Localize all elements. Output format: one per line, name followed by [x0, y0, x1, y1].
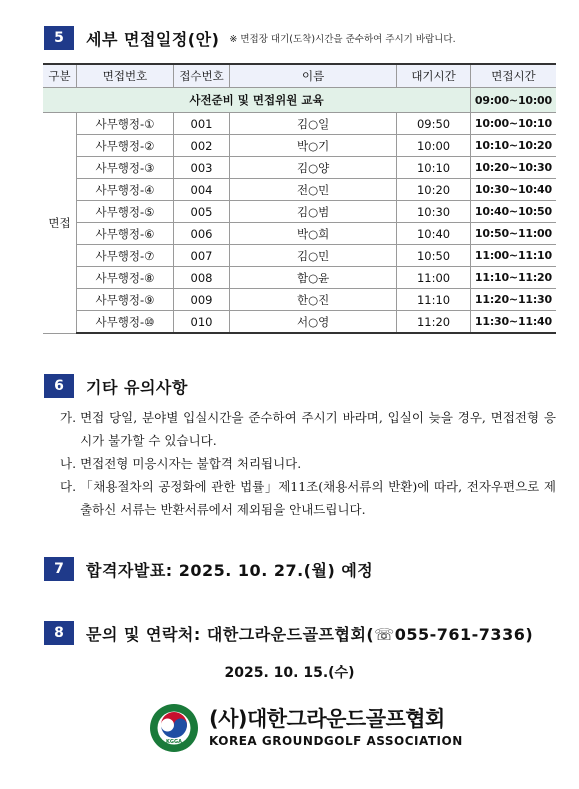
interview-time-cell: 10:30~10:40 [470, 179, 556, 201]
prep-label: 사전준비 및 면접위원 교육 [43, 88, 470, 113]
table-row [43, 245, 556, 267]
table-header-row [43, 64, 556, 88]
note-item [60, 452, 556, 475]
name-cell: 김○민 [230, 245, 397, 267]
wait-time-cell: 10:00 [397, 135, 471, 157]
table-row [43, 135, 556, 157]
position-cell: 사무행정-⑧ [76, 267, 173, 289]
table-row [43, 201, 556, 223]
position-cell: 사무행정-⑦ [76, 245, 173, 267]
wait-time-cell: 10:40 [397, 223, 471, 245]
section-number-badge: 5 [44, 26, 74, 50]
interview-time-cell: 10:40~10:50 [470, 201, 556, 223]
interview-time-cell: 11:00~11:10 [470, 245, 556, 267]
name-cell: 김○양 [230, 157, 397, 179]
interview-time-cell: 10:00~10:10 [470, 113, 556, 135]
note-text: 「채용절차의 공정화에 관한 법률」제11조(채용서류의 반환)에 따라, 전자우편으로 제출하신 서류는 반환서류에서 제외됨을 안내드립니다. [80, 479, 556, 517]
registration-number-cell: 009 [174, 289, 230, 311]
section-5-heading [44, 26, 456, 50]
interview-time-cell: 10:20~10:30 [470, 157, 556, 179]
registration-number-cell: 004 [174, 179, 230, 201]
position-cell: 사무행정-⑨ [76, 289, 173, 311]
header-cell: 면접번호 [76, 64, 173, 88]
organization-logo [149, 703, 463, 753]
wait-time-cell: 11:10 [397, 289, 471, 311]
wait-time-cell: 10:10 [397, 157, 471, 179]
registration-number-cell: 008 [174, 267, 230, 289]
section-title: 세부 면접일정(안) [86, 29, 220, 49]
position-cell: 사무행정-③ [76, 157, 173, 179]
registration-number-cell: 006 [174, 223, 230, 245]
wait-time-cell: 11:00 [397, 267, 471, 289]
wait-time-cell: 11:20 [397, 311, 471, 334]
position-cell: 사무행정-⑥ [76, 223, 173, 245]
position-cell: 사무행정-② [76, 135, 173, 157]
note-item [60, 475, 556, 521]
table-row [43, 179, 556, 201]
interview-time-cell: 11:30~11:40 [470, 311, 556, 334]
note-marker: 다. [60, 479, 77, 494]
emblem-text: KGGA [166, 739, 182, 745]
section-number-badge: 7 [44, 557, 74, 581]
table-row [43, 311, 556, 334]
note-text: 면접전형 미응시자는 불합격 처리됩니다. [80, 456, 302, 471]
notes-list [60, 406, 556, 521]
org-name-english: KOREA GROUNDGOLF ASSOCIATION [209, 734, 463, 748]
wait-time-cell: 10:30 [397, 201, 471, 223]
header-cell: 접수번호 [174, 64, 230, 88]
name-cell: 김○일 [230, 113, 397, 135]
section-number-badge: 6 [44, 374, 74, 398]
section-title: 기타 유의사항 [86, 377, 188, 397]
name-cell: 전○민 [230, 179, 397, 201]
section-title: 문의 및 연락처: 대한그라운드골프협회(☏055-761-7336) [86, 624, 534, 644]
header-cell: 이름 [230, 64, 397, 88]
org-name-korean: (사)대한그라운드골프협회 [209, 707, 445, 731]
table-row [43, 289, 556, 311]
header-cell: 대기시간 [397, 64, 471, 88]
name-cell: 김○범 [230, 201, 397, 223]
section-7-heading [44, 557, 373, 581]
wait-time-cell: 10:20 [397, 179, 471, 201]
name-cell: 서○영 [230, 311, 397, 334]
name-cell: 한○진 [230, 289, 397, 311]
interview-time-cell: 11:10~11:20 [470, 267, 556, 289]
name-cell: 박○기 [230, 135, 397, 157]
section-note: ※ 면접장 대기(도착)시간을 준수하여 주시기 바랍니다. [229, 34, 456, 45]
table-row [43, 157, 556, 179]
position-cell: 사무행정-⑩ [76, 311, 173, 334]
interview-time-cell: 10:50~11:00 [470, 223, 556, 245]
group-cell: 면접 [43, 113, 76, 334]
interview-time-cell: 11:20~11:30 [470, 289, 556, 311]
registration-number-cell: 002 [174, 135, 230, 157]
header-cell: 구분 [43, 64, 76, 88]
table-row [43, 113, 556, 135]
wait-time-cell: 09:50 [397, 113, 471, 135]
section-6-heading [44, 374, 188, 398]
section-title: 합격자발표: 2025. 10. 27.(월) 예정 [86, 560, 374, 580]
association-emblem-icon [149, 703, 199, 753]
registration-number-cell: 003 [174, 157, 230, 179]
registration-number-cell: 001 [174, 113, 230, 135]
document-date: 2025. 10. 15.(수) [224, 665, 355, 681]
name-cell: 박○희 [230, 223, 397, 245]
registration-number-cell: 005 [174, 201, 230, 223]
position-cell: 사무행정-④ [76, 179, 173, 201]
interview-schedule-table [43, 63, 556, 334]
interview-time-cell: 10:10~10:20 [470, 135, 556, 157]
table-row [43, 267, 556, 289]
header-cell: 면접시간 [470, 64, 556, 88]
wait-time-cell: 10:50 [397, 245, 471, 267]
note-item [60, 406, 556, 452]
position-cell: 사무행정-① [76, 113, 173, 135]
name-cell: 함○윤 [230, 267, 397, 289]
registration-number-cell: 007 [174, 245, 230, 267]
registration-number-cell: 010 [174, 311, 230, 334]
note-marker: 가. [60, 410, 77, 425]
position-cell: 사무행정-⑤ [76, 201, 173, 223]
table-row [43, 223, 556, 245]
note-marker: 나. [60, 456, 77, 471]
section-number-badge: 8 [44, 621, 74, 645]
prep-time: 09:00~10:00 [470, 88, 556, 113]
prep-row [43, 88, 556, 113]
section-8-heading [44, 621, 533, 645]
note-text: 면접 당일, 분야별 입실시간을 준수하여 주시기 바라며, 입실이 늦을 경우, 면접전형 응시가 불가할 수 있습니다. [80, 410, 556, 448]
logo-text [209, 706, 463, 750]
